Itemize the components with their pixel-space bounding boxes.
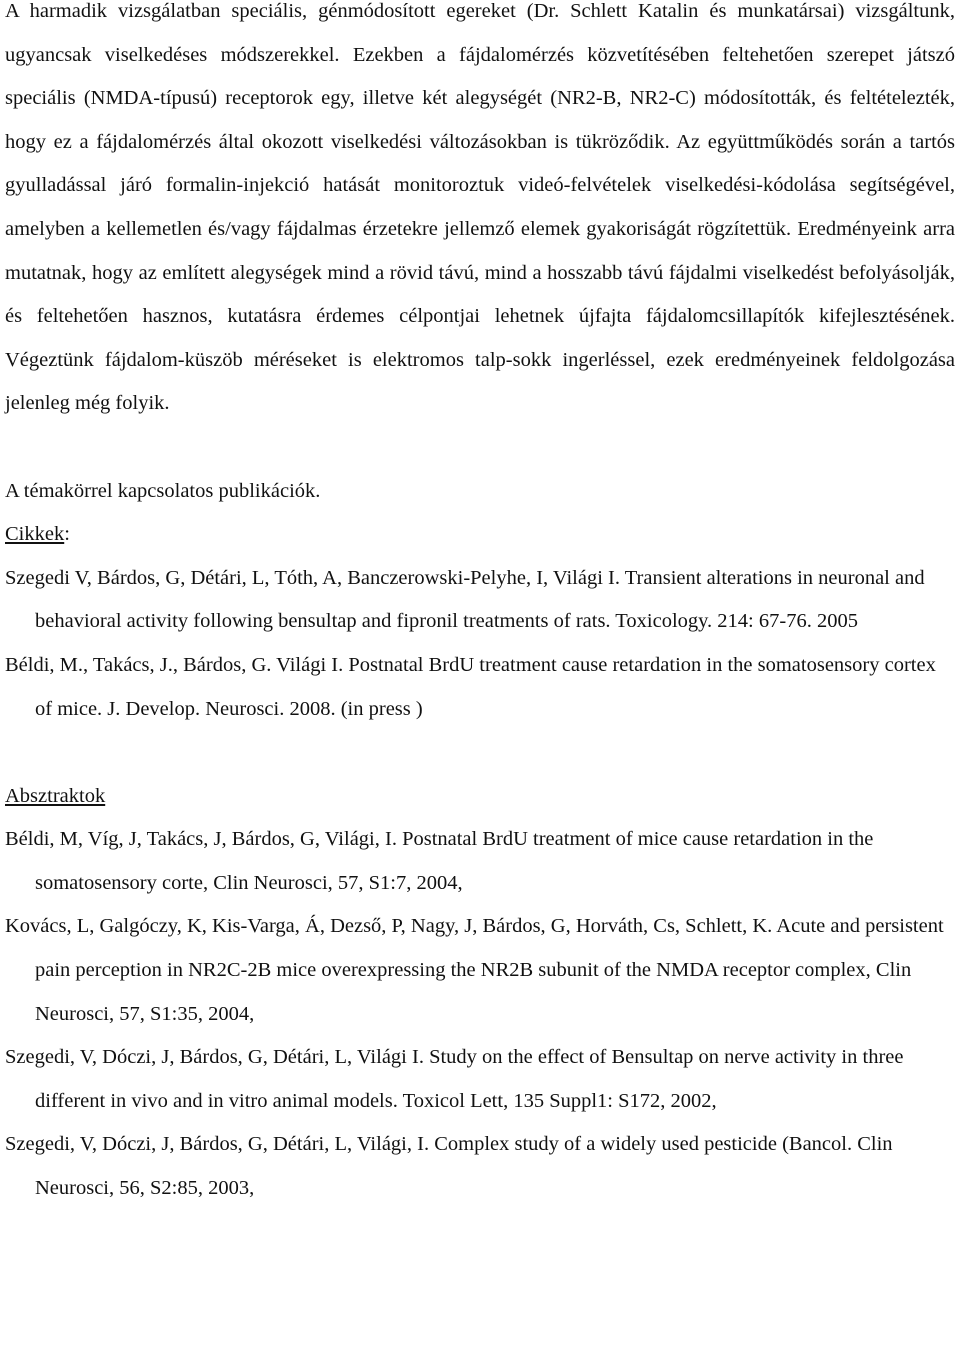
publications-heading: A témakörrel kapcsolatos publikációk.: [5, 479, 321, 502]
article-entry: Szegedi V, Bárdos, G, Détári, L, Tóth, A, Banczerowski-Pelyhe, I, Világi I. Transient alterations in neuronal and behavioral activity following bensultap and fipronil treatments of rats. Toxicology. 214: 67-76. 2005: [5, 566, 925, 633]
abstract-entry: Béldi, M, Víg, J, Takács, J, Bárdos, G, Világi, I. Postnatal BrdU treatment of mice cause retardation in the somatosensory corte, Clin Neurosci, 57, S1:7, 2004,: [5, 828, 874, 894]
abstracts-heading: Absztraktok: [5, 784, 106, 807]
abstract-entry: Kovács, L, Galgóczy, K, Kis-Varga, Á, Dezső, P, Nagy, J, Bárdos, G, Horváth, Cs, Schlett, K. Acute and persistent pain perception in NR2C-2B mice overexpressing the NR2B subunit of the NMDA receptor complex, Clin Neurosci, 57, S1:35, 2004,: [5, 915, 944, 1025]
article-entry: Béldi, M., Takács, J., Bárdos, G. Világi I. Postnatal BrdU treatment cause retardation in the somatosensory cortex of mice. J. Develop. Neurosci. 2008. (in press ): [5, 653, 936, 720]
document-page: [5, 0, 955, 1211]
spacer: [5, 426, 955, 470]
articles-heading-colon: :: [64, 523, 70, 546]
articles-heading-line: [5, 513, 955, 557]
abstracts-heading-line: [5, 775, 955, 819]
body-paragraph: A harmadik vizsgálatban speciális, génmódosított egereket (Dr. Schlett Katalin és munkatársai) vizsgáltunk, ugyancsak viselkedéses módszerekkel. Ezekben a fájdalomérzés közvetítésében feltehetően szerepet játszó speciális (NMDA-típusú) receptorok egy, illetve két alegységét (NR2-B, NR2-C) módosították, és feltételezték, hogy ez a fájdalomérzés által okozott viselkedési változásokban is tükröződik. Az együttműködés során a tartós gyulladással járó formalin-injekció hatását monitoroztuk videó-felvételek viselkedési-kódolása segítségével, amelyben a kellemetlen és/vagy fájdalmas érzetekre jellemző elemek gyakoriságát rögzítettük. Eredményeink arra mutatnak, hogy az említett alegységek mind a rövid távú, mind a hosszabb távú fájdalmi viselkedést befolyásolják, és feltehetően hasznos, kutatásra érdemes célpontjai lehetnek újfajta fájdalomcsillapítók kifejlesztésének. Végeztünk fájdalom-küszöb méréseket is elektromos talp-sokk ingerléssel, ezek eredményeinek feldolgozása jelenleg még folyik.: [5, 0, 955, 415]
articles-heading: Cikkek: [5, 523, 65, 546]
abstract-entry: Szegedi, V, Dóczi, J, Bárdos, G, Détári, L, Világi, I. Complex study of a widely used pesticide (Bancol. Clin Neurosci, 56, S2:85, 2003,: [5, 1133, 893, 1200]
spacer: [5, 731, 955, 775]
abstract-entry: Szegedi, V, Dóczi, J, Bárdos, G, Détári, L, Világi I. Study on the effect of Bensultap on nerve activity in three different in vivo and in vitro animal models. Toxicol Lett, 135 Suppl1: S172, 2002,: [5, 1046, 904, 1112]
